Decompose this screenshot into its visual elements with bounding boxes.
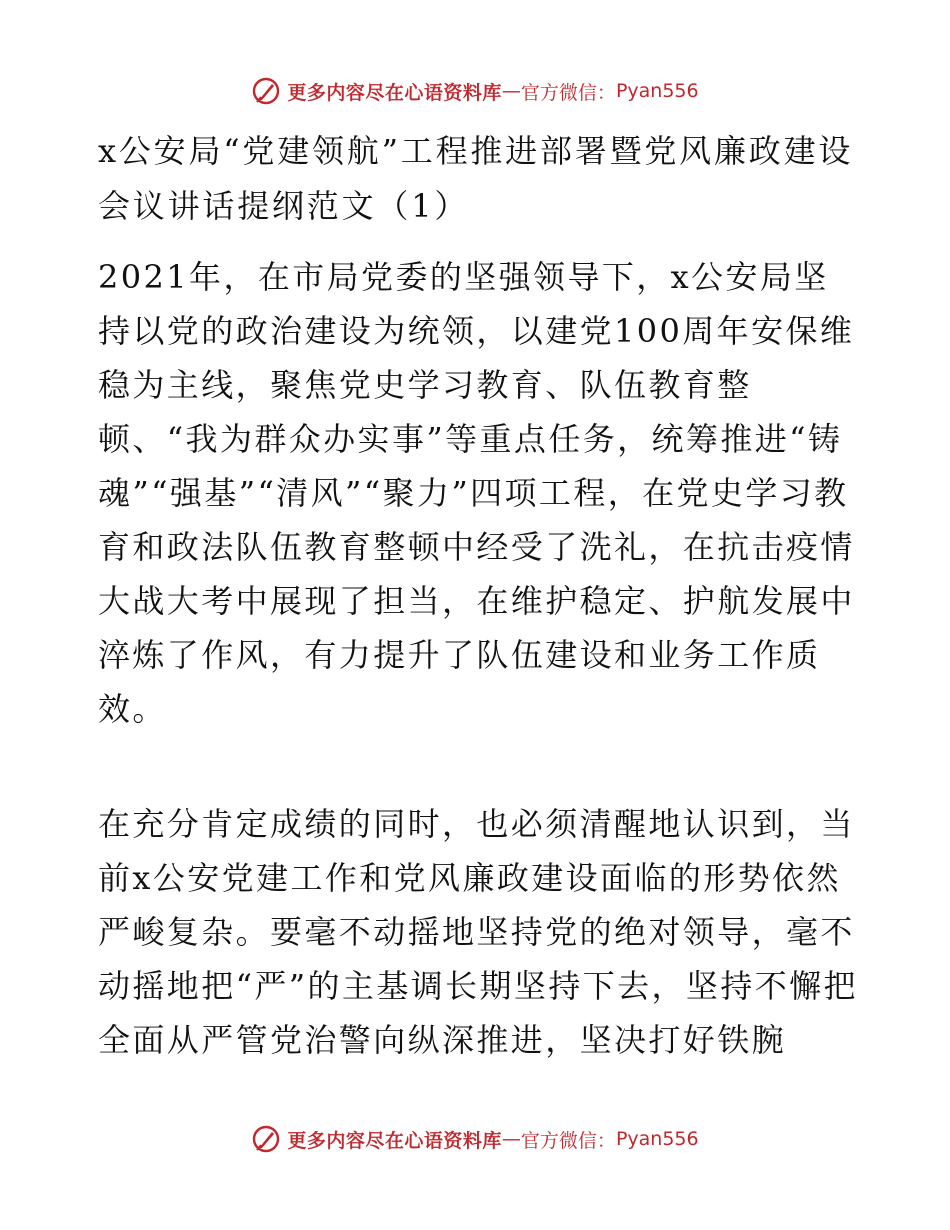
wechat-label: 官方微信： — [520, 81, 616, 104]
header-watermark-banner — [0, 74, 950, 108]
promo-text: 更多内容尽在心语资料库 — [287, 81, 502, 104]
promo-text: 更多内容尽在心语资料库 — [287, 1129, 502, 1152]
footer-watermark-banner — [0, 1122, 950, 1156]
feather-pen-logo-icon — [251, 1124, 281, 1154]
body-paragraph-2: 在充分肯定成绩的同时，也必须清醒地认识到，当前x公安党建工作和党风廉政建设面临的形势依然严峻复杂。要毫不动摇地坚持党的绝对领导，毫不动摇地把“严”的主基调长期坚持下去，坚持不懈把全面从严管党治警向纵深推进，坚决打好铁腕 — [98, 805, 858, 1059]
wechat-label: 官方微信： — [520, 1129, 616, 1152]
banner-separator: — — [501, 80, 521, 102]
document-title: x公安局“党建领航”工程推进部署暨党风廉政建设会议讲话提纲范文（1） — [98, 132, 854, 225]
banner-separator: — — [501, 1128, 521, 1150]
wechat-handle: Pyan556 — [615, 1128, 699, 1150]
wechat-handle: Pyan556 — [615, 80, 699, 102]
feather-pen-logo-icon — [251, 76, 281, 106]
body-paragraph-1: 2021年，在市局党委的坚强领导下，x公安局坚持以党的政治建设为统领，以建党100周年安保维稳为主线，聚焦党史学习教育、队伍教育整顿、“我为群众办实事”等重点任务，统筹推进“铸魂”“强基”“清风”“聚力”四项工程，在党史学习教育和政法队伍教育整顿中经受了洗礼，在抗击疫情大战大考中展现了担当，在维护稳定、护航发展中淬炼了作风，有力提升了队伍建设和业务工作质效。 — [98, 258, 855, 728]
